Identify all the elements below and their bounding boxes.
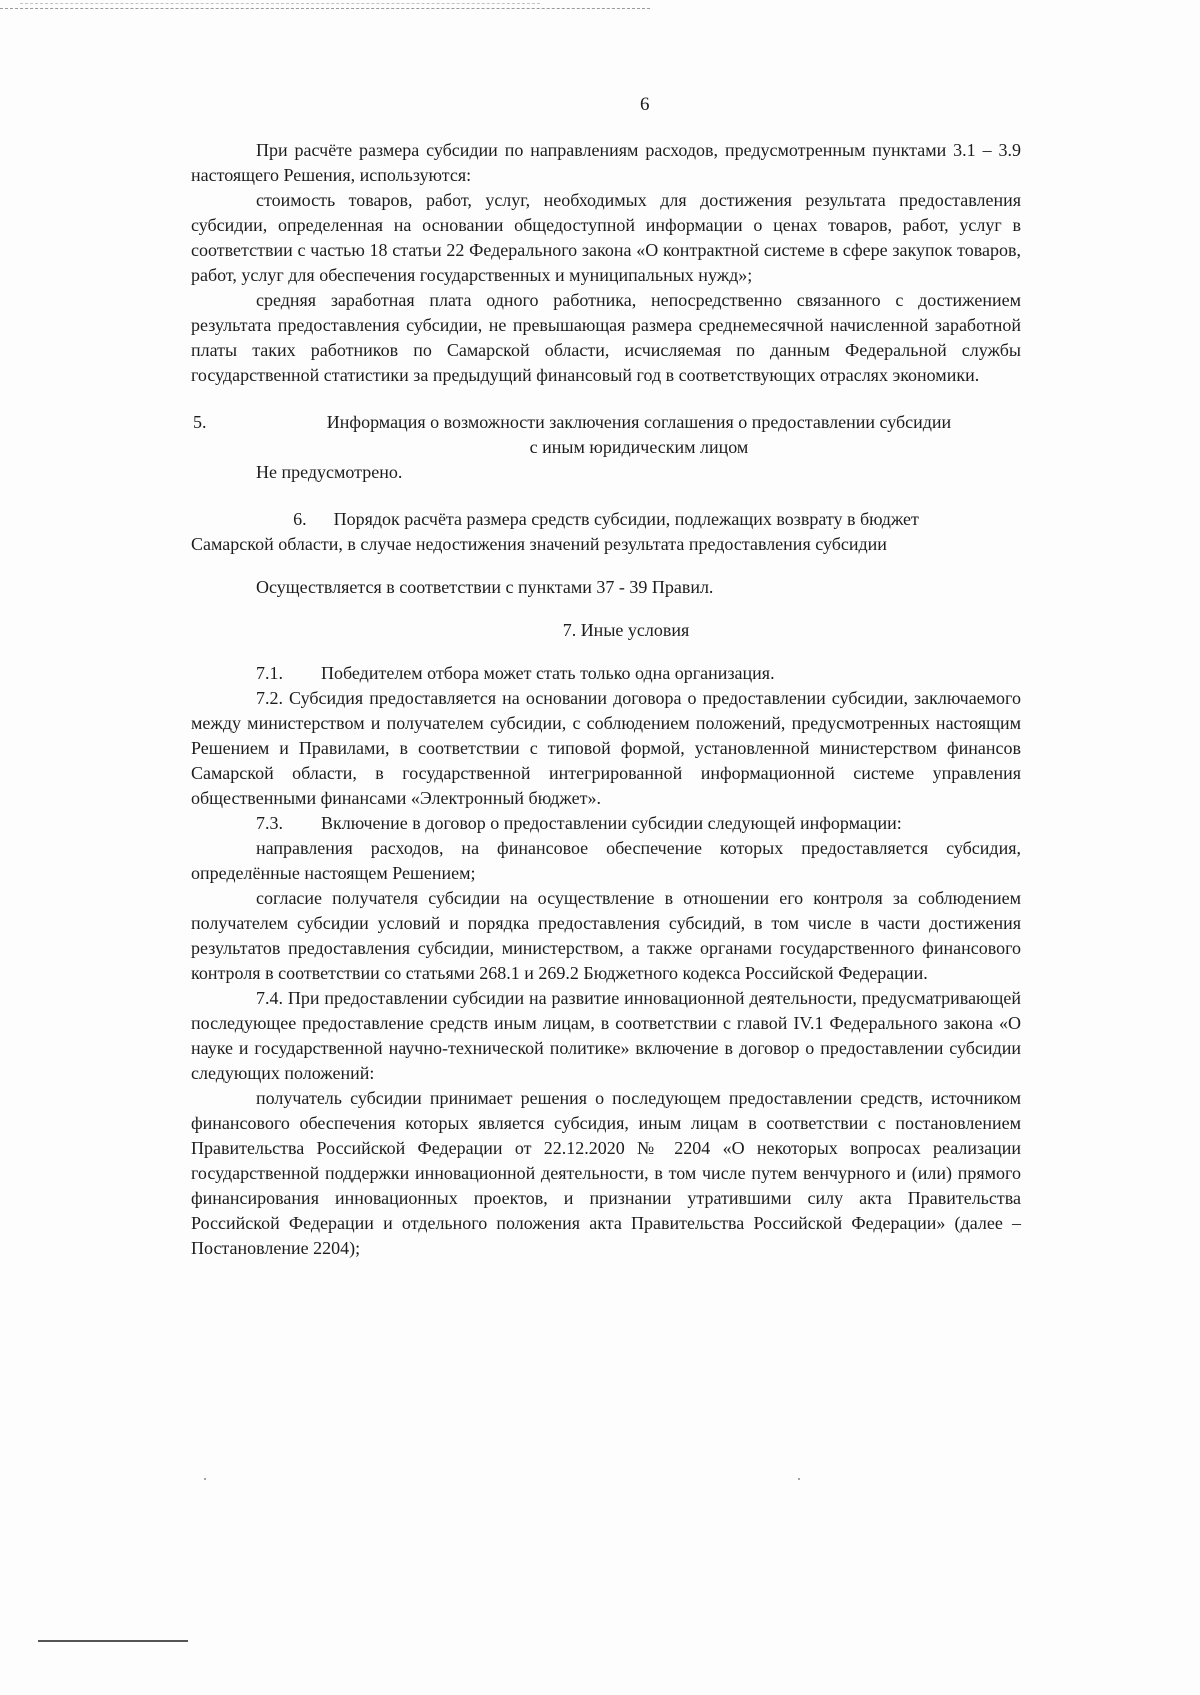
intro-item-salary: средняя заработная плата одного работника, непосредственно связанного с достижением результата предоставления субсидии, не превышающая размера среднемесячной начисленной заработной платы таких работников по Самарской области, исчисляемая по данным Федеральной службы государственной статистики за предыдущий финансовый год в соответствующих отраслях экономики. [191,290,1021,385]
intro-paragraph: При расчёте размера субсидии по направлениям расходов, предусмотренным пунктами 3.1 – 3.9 настоящего Решения, используются: [191,140,1021,185]
clause-7-3-item-directions: направления расходов, на финансовое обеспечение которых предоставляется субсидия, определённые настоящем Решением; [191,838,1021,883]
clause-7-1 [191,661,1021,686]
scan-edge-line [0,8,650,9]
clause-text: Включение в договор о предоставлении субсидии следующей информации: [321,813,902,833]
page-number: 6 [640,94,650,115]
scan-speck [204,1478,206,1480]
clause-7-4-item-decision: получатель субсидии принимает решения о последующем предоставлении средств, источником финансового обеспечения которых является субсидия, иным лицам в соответствии с постановлением Правительства Российской Федерации от 22.12.2020 № 2204 «О некоторых вопросах реализации государственной поддержки инновационной деятельности, в том числе путем венчурного и (или) прямого финансирования инновационных проектов, и признании утратившими силу акта Правительства Российской Федерации и отдельного положения акта Правительства Российской Федерации» (далее – Постановление 2204); [191,1088,1021,1258]
section-5-heading [191,410,1021,460]
section-title-continued: с иным юридическим лицом [529,437,749,457]
clause-number: 7.3. [256,813,283,833]
clause-7-3-item-consent: согласие получателя субсидии на осуществление в отношении его контроля за соблюдением получателем субсидии условий и порядка предоставления субсидий, в том числе в части достижения результатов предоставления субсидии, министерством, а также органами государственного финансового контроля в соответствии со статьями 268.1 и 269.2 Бюджетного кодекса Российской Федерации. [191,888,1021,983]
section-7-title: 7. Иные условия [562,620,690,640]
section-number: 6. [293,509,307,529]
clause-7-3 [191,811,1021,836]
section-title [191,507,1021,532]
clause-7-2: 7.2. Субсидия предоставляется на основании договора о предоставлении субсидии, заключаемого между министерством и получателем субсидии, с соблюдением положений, предусмотренных настоящим Решением и Правилами, в соответствии с типовой формой, установленной министерством финансов Самарской области, в государственной интегрированной информационной системе управления общественными финансами «Электронный бюджет». [191,688,1021,808]
section-5-body: Не предусмотрено. [256,462,403,482]
scan-edge-line [20,3,540,4]
intro-item-cost: стоимость товаров, работ, услуг, необходимых для достижения результата предоставления субсидии, определенная на основании общедоступной информации о ценах товаров, работ, услуг в соответствии с частью 18 статьи 22 Федерального закона «О контрактной системе в сфере закупок товаров, работ, услуг для обеспечения государственных и муниципальных нужд»; [191,190,1021,285]
clause-7-4: 7.4. При предоставлении субсидии на развитие инновационной деятельности, предусматривающей последующее предоставление средств иным лицам, в соответствии с главой IV.1 Федерального закона «О науке и государственной научно-технической политике» включение в договор о предоставлении субсидии следующих положений: [191,988,1021,1083]
section-6-body: Осуществляется в соответствии с пунктами 37 - 39 Правил. [256,577,714,597]
section-title-text: Порядок расчёта размера средств субсидии, подлежащих возврату в бюджет [333,509,919,529]
section-6-heading [191,507,1021,557]
section-number: 5. [193,412,207,432]
section-title-continued: Самарской области, в случае недостижения значений результата предоставления субсидии [191,534,887,554]
scan-edge-line [38,1640,188,1642]
document-body [191,138,1021,1261]
clause-text: Победителем отбора может стать только одна организация. [321,663,775,683]
clause-number: 7.1. [256,663,283,683]
scan-speck [798,1478,800,1480]
section-title: Информация о возможности заключения соглашения о предоставлении субсидии [326,412,952,432]
